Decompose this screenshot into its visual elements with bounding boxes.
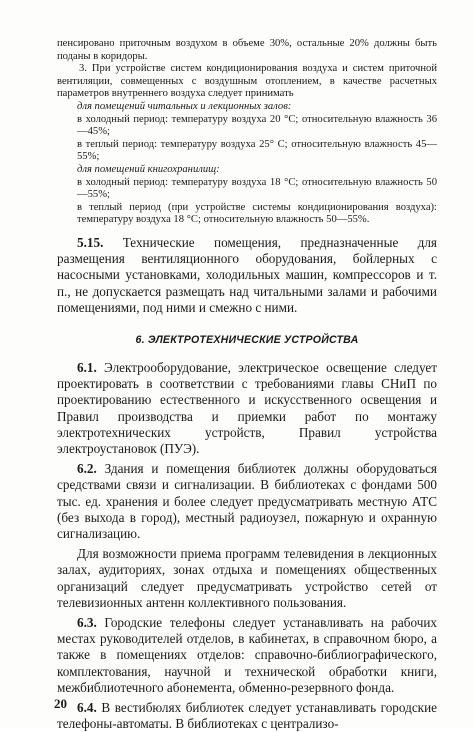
paragraph-6-2-number: 6.2. [77, 461, 97, 477]
paragraph-6-2-text: Здания и помещения библиотек должны оборудоваться средствами связи и сигнализации. В библиотеках с фондами 500 тыс. ед. хранения и более следует предусматривать местную АТС (без выхода в город), местный радиоузел, пожарную и охранную сигнализацию. [57, 461, 438, 541]
paragraph-6-2 [57, 461, 437, 542]
reading-halls-cold-period: в холодный период: температуру воздуха 20 °С; относительную влажность 36—45%; [77, 113, 437, 138]
paragraph-6-1 [57, 360, 437, 457]
paragraph-6-4 [57, 700, 437, 732]
storage-warm-period: в теплый период (при устройстве системы кондиционирования воздуха): температуру воздуха 18 °С; относительную влажность 50—55%. [77, 201, 437, 226]
section-6-heading: 6. ЭЛЕКТРОТЕХНИЧЕСКИЕ УСТРОЙСТВА [135, 333, 359, 346]
ventilation-requirements [57, 38, 437, 227]
section-5-15-paragraph [57, 235, 437, 316]
storage-cold-period: в холодный период: температуру воздуха 18 °С; относительную влажность 50—55%; [77, 176, 437, 201]
reading-halls-label: для помещений читальных и лекционных залов: [77, 100, 292, 112]
item-3-paragraph: 3. При устройстве систем кондиционирования воздуха и систем приточной вентиляции, совмещенных с воздушным отоплением, в качестве расчетных параметров внутреннего воздуха следует принимать [57, 63, 437, 100]
paragraph-6-3 [57, 615, 437, 696]
section-6-body [57, 360, 437, 732]
paragraph-6-3-number: 6.3. [77, 614, 97, 630]
paragraph-6-2-continued: Для возможности приема программ телевидения в лекционных залах, аудиториях, зонах отдыха и помещениях общественных организаций следует предусматривать устройство сетей от телевизионных антенн коллективного пользования. [57, 546, 437, 610]
page-number: 20 [54, 696, 67, 711]
section-5-15-text: Технические помещения, предназначенные для размещения вентиляционного оборудования, бойлерных с насосными установками, холодильных машин, компрессоров и т. п., не допускается размещать над читальными залами и рабочими помещениями, под ними и смежно с ними. [57, 234, 437, 315]
paragraph-6-4-number: 6.4. [77, 699, 97, 715]
section-5-15 [57, 235, 437, 316]
paragraph-6-1-number: 6.1. [77, 359, 97, 375]
reading-halls-warm-period: в теплый период: температуру воздуха 25° С; относительную влажность 45—55%; [77, 138, 437, 163]
paragraph-6-4-text: В вестибюлях библиотек следует устанавливать городские телефоны-автоматы. В библиотеках с централизо- [57, 699, 437, 732]
continued-paragraph: пенсировано приточным воздухом в объеме 30%, остальные 20% должны быть поданы в коридоры. [57, 38, 437, 62]
paragraph-6-3-text: Городские телефоны следует устанавливать на рабочих местах руководителей отделов, в кабинетах, в справочном бюро, а также в помещениях отделов: справочно-библиографического, комплектования, научной и технической обработки книги, межбиблиотечного абонемента, обменно-резервного фонда. [57, 614, 437, 695]
storage-label: для помещений книгохранилищ: [77, 163, 220, 175]
page-content [57, 38, 437, 732]
paragraph-6-1-text: Электрооборудование, электрическое освещение следует проектировать в соответствии с требованиями главы СНиП по проектированию естественного и искусственного освещения и Правил производства и приемки работ по монтажу электротехнических устройств, Правил устройства электроустановок (ПУЭ). [57, 359, 437, 456]
section-5-15-number: 5.15. [77, 234, 104, 250]
